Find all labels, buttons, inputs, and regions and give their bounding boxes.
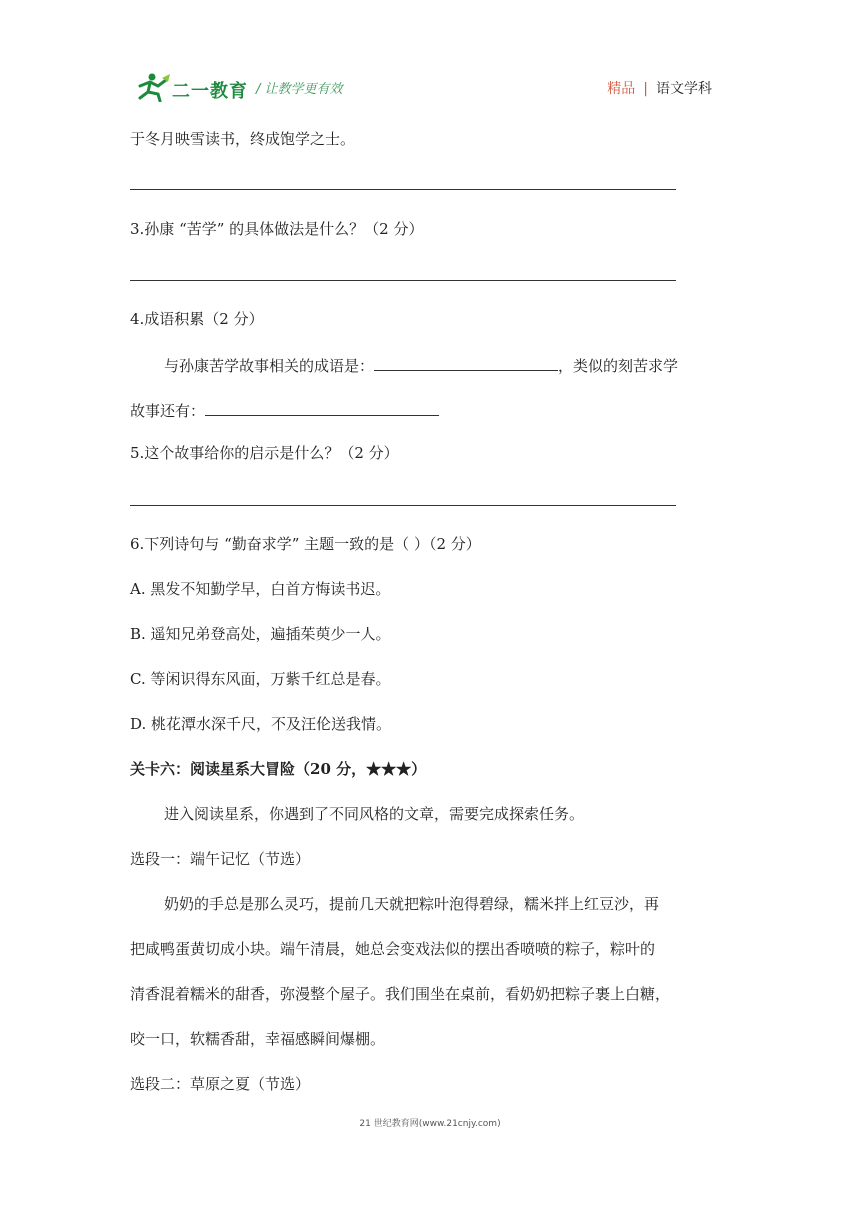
answer-line[interactable] <box>130 280 676 281</box>
option-d[interactable]: D. 桃花潭水深千尺，不及汪伦送我情。 <box>130 715 392 733</box>
page-header <box>0 0 860 110</box>
brand-slogan: / 让教学更有效 <box>256 82 343 97</box>
idiom-blank[interactable] <box>374 354 558 371</box>
question-4-line1 <box>164 354 678 376</box>
q4-prompt-a: 与孙康苦学故事相关的成语是： <box>164 357 375 375</box>
option-b[interactable]: B. 遥知兄弟登高处，遍插茱萸少一人。 <box>130 625 391 643</box>
question-4: 4.成语积累（2 分） <box>130 310 264 328</box>
answer-line[interactable] <box>130 505 676 506</box>
section-6-heading: 关卡六：阅读星系大冒险（20 分，★★★） <box>130 760 427 778</box>
q4-prompt-b: ，类似的刻苦求学 <box>558 357 679 375</box>
selection-2-title: 选段二：草原之夏（节选） <box>130 1075 311 1093</box>
paragraph-line: 把咸鸭蛋黄切成小块。端午清晨，她总会变戏法似的摆出香喷喷的粽子，粽叶的 <box>130 940 656 958</box>
text-line: 于冬月映雪读书，终成饱学之士。 <box>130 130 356 148</box>
header-subject <box>607 78 712 98</box>
premium-label: 精品 <box>607 81 636 97</box>
header-separator: | <box>643 81 648 97</box>
selection-1-title: 选段一：端午记忆（节选） <box>130 850 311 868</box>
question-6: 6.下列诗句与 “勤奋求学” 主题一致的是（ ）（2 分） <box>130 535 481 553</box>
page-footer: 21 世纪教育网(www.21cnjy.com) <box>359 1119 501 1129</box>
paragraph-line: 咬一口，软糯香甜，幸福感瞬间爆棚。 <box>130 1030 386 1048</box>
subject-label: 语文学科 <box>656 81 712 97</box>
section-intro: 进入阅读星系，你遇到了不同风格的文章，需要完成探索任务。 <box>164 805 585 823</box>
question-3: 3.孙康 “苦学” 的具体做法是什么？（2 分） <box>130 220 424 238</box>
q4-prompt-c: 故事还有： <box>130 402 206 420</box>
brand-name: 二一教育 <box>172 81 248 102</box>
question-5: 5.这个故事给你的启示是什么？（2 分） <box>130 444 399 462</box>
story-blank[interactable] <box>205 399 439 416</box>
question-4-line2 <box>130 399 439 421</box>
paragraph-line: 清香混着糯米的甜香，弥漫整个屋子。我们围坐在桌前，看奶奶把粽子裹上白糖， <box>130 985 671 1003</box>
paragraph-line: 奶奶的手总是那么灵巧，提前几天就把粽叶泡得碧绿，糯米拌上红豆沙，再 <box>164 895 660 913</box>
option-a[interactable]: A. 黑发不知勤学早，白首方悔读书迟。 <box>130 580 391 598</box>
option-c[interactable]: C. 等闲识得东风面，万紫千红总是春。 <box>130 670 391 688</box>
answer-line[interactable] <box>130 189 676 190</box>
